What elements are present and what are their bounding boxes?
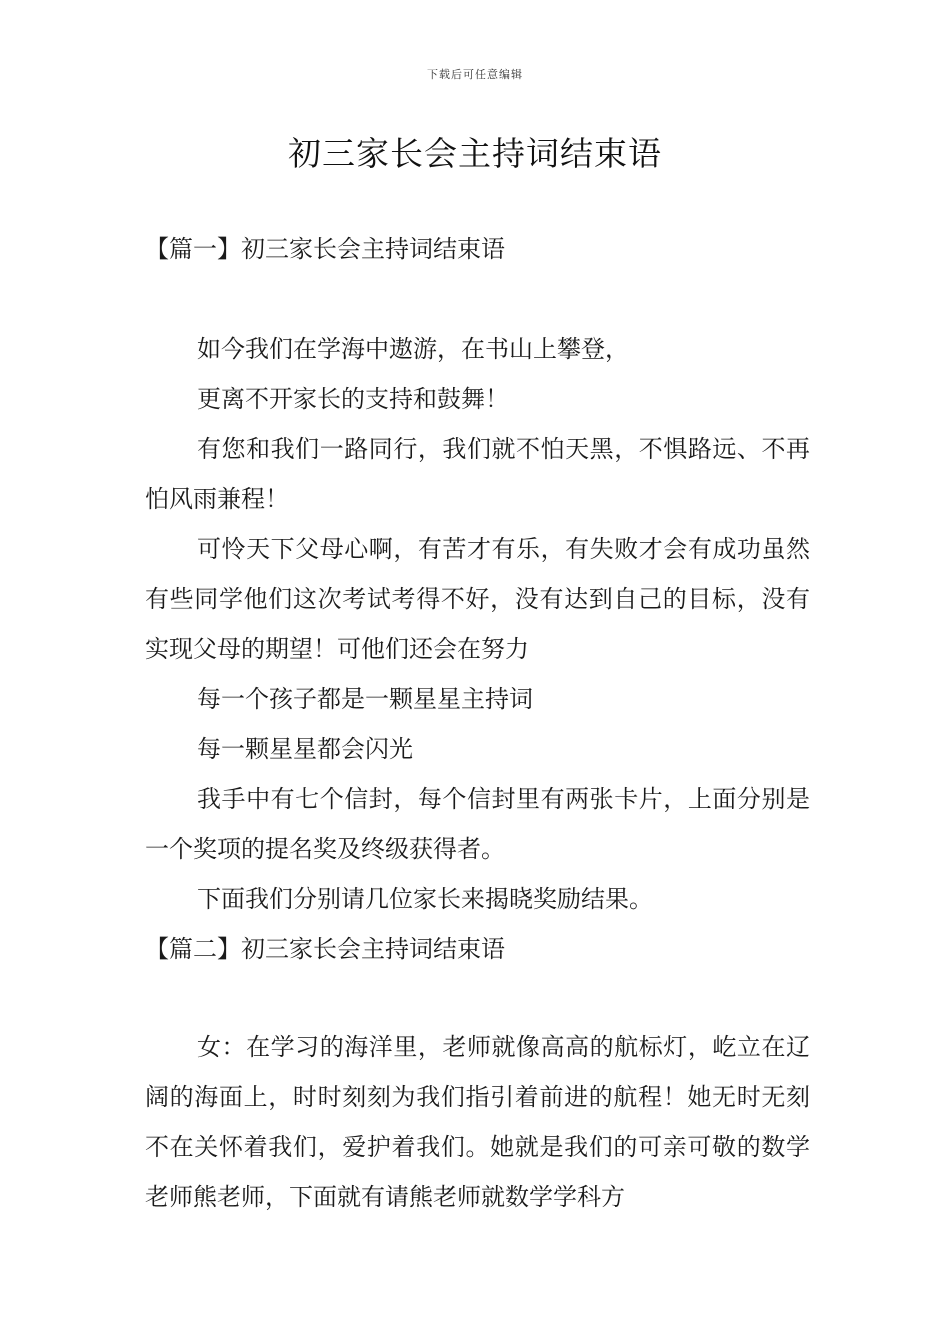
paragraph: 女：在学习的海洋里，老师就像高高的航标灯，屹立在辽阔的海面上，时时刻刻为我们指引着前进的航程！她无时无刻不在关怀着我们，爱护着我们。她就是我们的可亲可敬的数学老师熊老师，下面就有请熊老师就数学学科方: [145, 1033, 810, 1211]
section-heading: 【篇一】初三家长会主持词结束语: [145, 235, 505, 263]
paragraph: 有您和我们一路同行，我们就不怕天黑，不惧路远、不再怕风雨兼程！: [145, 435, 810, 513]
paragraph: 更离不开家长的支持和鼓舞！: [197, 385, 509, 413]
paragraph: 如今我们在学海中遨游，在书山上攀登，: [197, 335, 629, 363]
section-2-body: [145, 1022, 810, 1222]
paragraph: 我手中有七个信封，每个信封里有两张卡片，上面分别是一个奖项的提名奖及终级获得者。: [145, 785, 810, 863]
header-note: 下载后可任意编辑: [427, 68, 523, 81]
section-1-body: [145, 324, 810, 974]
paragraph: 下面我们分别请几位家长来揭晓奖励结果。: [197, 885, 653, 913]
paragraph: 可怜天下父母心啊，有苦才有乐，有失败才会有成功虽然有些同学他们这次考试考得不好，没有达到自己的目标，没有实现父母的期望！可他们还会在努力: [145, 535, 810, 663]
section-1: [145, 224, 810, 274]
section-heading: 【篇二】初三家长会主持词结束语: [145, 935, 505, 963]
paragraph: 每一个孩子都是一颗星星主持词: [197, 685, 533, 713]
paragraph: 每一颗星星都会闪光: [197, 735, 413, 763]
document-title: 初三家长会主持词结束语: [288, 134, 662, 173]
